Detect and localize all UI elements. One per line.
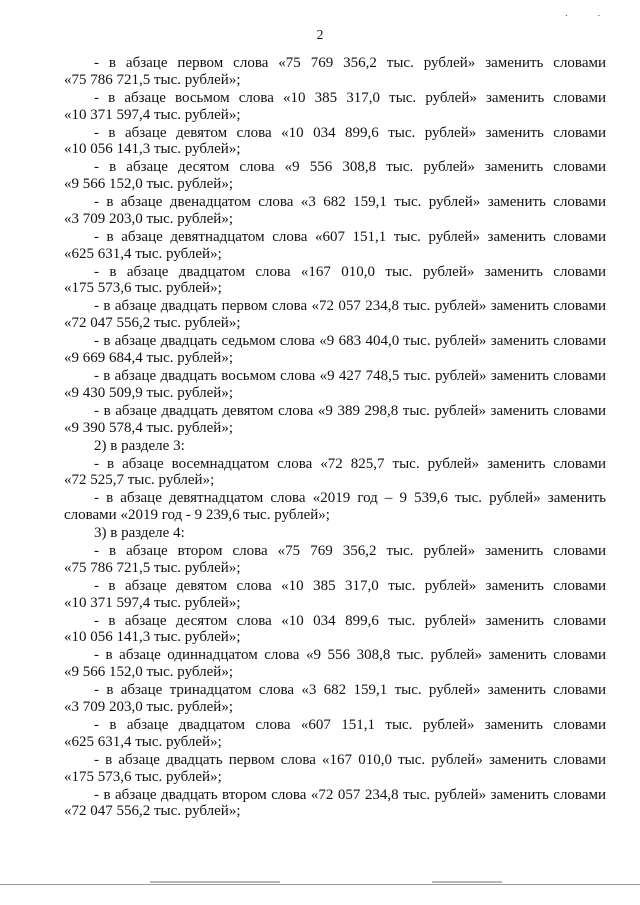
amendment-line-1: - в абзаце одиннадцатом слова «9 556 308,8 тыс. рублей» заменить словами [94,647,606,664]
amendment-line-1: - в абзаце девятом слова «10 034 899,6 тыс. рублей» заменить словами [94,124,606,141]
amendment-line-2: «625 631,4 тыс. рублей»; [64,733,222,750]
amendment-line-2: «72 047 556,2 тыс. рублей»; [64,315,241,332]
amendment-item [64,368,606,402]
amendment-line-1: - в абзаце девятом слова «10 385 317,0 тыс. рублей» заменить словами [94,577,606,594]
scan-artifact [150,881,280,883]
amendment-line-2: «9 566 152,0 тыс. рублей»; [64,664,233,681]
amendment-item [64,717,606,751]
amendment-item [64,55,606,89]
amendment-line-1: - в абзаце двадцать первом слова «72 057 234,8 тыс. рублей» заменить словами [94,298,606,315]
amendment-item [64,159,606,193]
amendment-line-1: - в абзаце двадцатом слова «167 010,0 тыс. рублей» заменить словами [94,263,606,280]
amendment-line-1: - в абзаце десятом слова «9 556 308,8 тыс. рублей» заменить словами [94,159,606,176]
amendment-item [64,682,606,716]
amendment-line-2: «72 525,7 тыс. рублей»; [64,472,215,489]
amendment-item [64,403,606,437]
amendment-line-1: - в абзаце первом слова «75 769 356,2 тыс. рублей» заменить словами [94,55,606,71]
amendment-item [64,543,606,577]
amendment-line-1: - в абзаце двадцать девятом слова «9 389 298,8 тыс. рублей» заменить словами [94,402,606,419]
amendment-line-2: «175 573,6 тыс. рублей»; [64,768,222,785]
amendment-line-2: «3 709 203,0 тыс. рублей»; [64,210,233,227]
amendment-line-1: - в абзаце двадцать седьмом слова «9 683 404,0 тыс. рублей» заменить словами [94,333,606,350]
amendment-line-2: «72 047 556,2 тыс. рублей»; [64,803,241,820]
amendment-item [64,613,606,647]
amendment-item [64,264,606,298]
document-body [64,55,606,821]
amendment-line-1: - в абзаце двадцать первом слова «167 010,0 тыс. рублей» заменить словами [94,751,606,768]
amendment-line-2: «10 056 141,3 тыс. рублей»; [64,629,241,646]
amendment-line-2: «175 573,6 тыс. рублей»; [64,280,222,297]
amendment-line-2: «9 390 578,4 тыс. рублей»; [64,419,233,436]
amendment-line-2: «75 786 721,5 тыс. рублей»; [64,559,241,576]
amendment-line-1: - в абзаце двадцать восьмом слова «9 427 748,5 тыс. рублей» заменить словами [94,368,606,385]
amendment-item [64,456,606,490]
amendment-line-2: «9 566 152,0 тыс. рублей»; [64,176,233,193]
amendment-item [64,333,606,367]
page-number: 2 [316,27,324,42]
amendment-line-2: «10 056 141,3 тыс. рублей»; [64,141,241,158]
scan-artifact [432,881,502,883]
amendment-line-1: - в абзаце десятом слова «10 034 899,6 тыс. рублей» заменить словами [94,612,606,629]
amendment-line-2: «3 709 203,0 тыс. рублей»; [64,699,233,716]
amendment-line-2: «9 430 509,9 тыс. рублей»; [64,384,233,401]
amendment-line-1: - в абзаце восьмом слова «10 385 317,0 тыс. рублей» заменить словами [94,89,606,106]
amendment-line-1: - в абзаце восемнадцатом слова «72 825,7 тыс. рублей» заменить словами [94,455,606,472]
amendment-item [64,229,606,263]
amendment-item [64,752,606,786]
amendment-item [64,125,606,159]
amendment-line-1: - в абзаце двадцатом слова «607 151,1 тыс. рублей» заменить словами [94,717,606,734]
bottom-rule [0,884,640,885]
amendment-line-2: «10 371 597,4 тыс. рублей»; [64,594,241,611]
scan-corner-marks: . . [565,8,614,18]
amendment-line-2: «9 669 684,4 тыс. рублей»; [64,350,233,367]
amendment-item [64,578,606,612]
amendment-line-1: - в абзаце девятнадцатом слова «2019 год – 9 539,6 тыс. рублей» заменить [94,490,606,507]
amendment-line-1: - в абзаце двадцать втором слова «72 057 234,8 тыс. рублей» заменить словами [94,786,606,803]
amendment-item [64,298,606,332]
section-heading: 2) в разделе 3: [94,437,185,454]
amendment-item [64,194,606,228]
section-heading: 3) в разделе 4: [94,525,185,542]
amendment-line-1: - в абзаце двенадцатом слова «3 682 159,1 тыс. рублей» заменить словами [94,194,606,211]
amendment-item [64,647,606,681]
amendment-line-2: словами «2019 год - 9 239,6 тыс. рублей»; [64,507,330,524]
amendment-line-1: - в абзаце втором слова «75 769 356,2 тыс. рублей» заменить словами [94,543,606,560]
amendment-item [64,90,606,124]
amendment-line-2: «625 631,4 тыс. рублей»; [64,245,222,262]
amendment-line-1: - в абзаце тринадцатом слова «3 682 159,1 тыс. рублей» заменить словами [94,682,606,699]
amendment-line-2: «75 786 721,5 тыс. рублей»; [64,71,241,88]
amendment-line-1: - в абзаце девятнадцатом слова «607 151,1 тыс. рублей» заменить словами [94,228,606,245]
amendment-item [64,490,606,524]
amendment-item [64,787,606,821]
amendment-line-2: «10 371 597,4 тыс. рублей»; [64,106,241,123]
